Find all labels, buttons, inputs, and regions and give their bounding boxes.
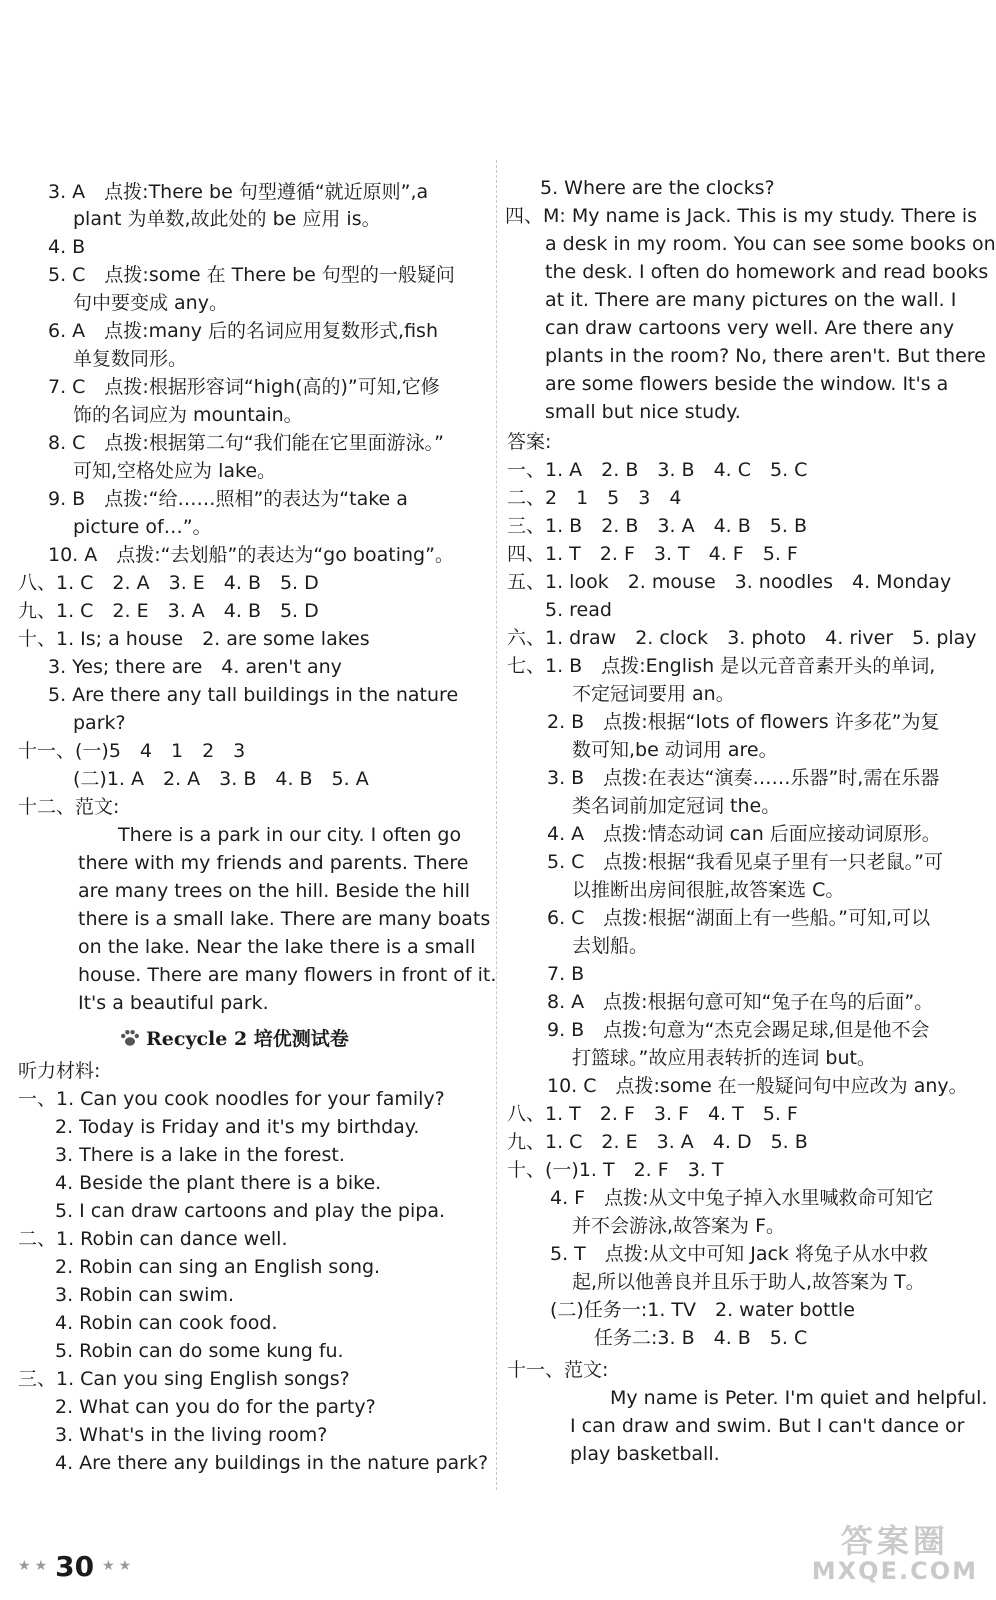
text-line: 5. C 点拨:根据“我看见桌子里有一只老鼠。”可 bbox=[547, 851, 944, 873]
text-line: small but nice study. bbox=[545, 401, 741, 423]
section-heading-text: Recycle 2 培优测试卷 bbox=[146, 1028, 349, 1050]
text-line: 9. B 点拨:句意为“杰克会踢足球,但是他不会 bbox=[547, 1019, 930, 1041]
page-number: 30 bbox=[55, 1549, 95, 1583]
text-line: there with my friends and parents. There bbox=[78, 852, 469, 874]
text-line: 3. What's in the living room? bbox=[55, 1424, 328, 1446]
text-line: 5. C 点拨:some 在 There be 句型的一般疑问 bbox=[48, 264, 455, 286]
text-line: 并不会游泳,故答案为 F。 bbox=[572, 1215, 786, 1237]
watermark-url: MXQE.COM bbox=[811, 1556, 978, 1585]
star-icon: ★ bbox=[118, 1558, 132, 1574]
text-line: play basketball. bbox=[570, 1443, 720, 1465]
text-line: 四、M: My name is Jack. This is my study. There is bbox=[505, 205, 978, 227]
text-line: (二)1. A 2. A 3. B 4. B 5. A bbox=[73, 768, 369, 790]
text-line: 十、(一)1. T 2. F 3. T bbox=[507, 1159, 724, 1181]
watermark-logo bbox=[811, 1522, 978, 1585]
paw-icon bbox=[120, 1027, 140, 1045]
text-line: There is a park in our city. I often go bbox=[118, 824, 462, 846]
star-icon: ★ bbox=[34, 1558, 48, 1574]
text-line: at it. There are many pictures on the wall. I bbox=[545, 289, 957, 311]
text-line: 十一、范文: bbox=[507, 1359, 609, 1381]
text-line: 3. A 点拨:There be 句型遵循“就近原则”,a bbox=[48, 181, 429, 203]
text-line: 打篮球。”故应用表转折的连词 but。 bbox=[572, 1047, 876, 1069]
text-line: 5. read bbox=[545, 599, 612, 621]
text-line: 8. A 点拨:根据句意可知“兔子在鸟的后面”。 bbox=[547, 991, 934, 1013]
text-line: picture of…”。 bbox=[73, 516, 212, 538]
text-line: 八、1. C 2. A 3. E 4. B 5. D bbox=[18, 572, 319, 594]
text-line: 6. A 点拨:many 后的名词应用复数形式,fish bbox=[48, 320, 438, 342]
text-line: 以推断出房间很脏,故答案选 C。 bbox=[572, 879, 845, 901]
text-line: house. There are many flowers in front of it. bbox=[78, 964, 497, 986]
text-line: 七、1. B 点拨:English 是以元音音素开头的单词, bbox=[507, 655, 936, 677]
text-line: 九、1. C 2. E 3. A 4. D 5. B bbox=[507, 1131, 808, 1153]
text-line: 四、1. T 2. F 3. T 4. F 5. F bbox=[507, 543, 798, 565]
text-line: 4. A 点拨:情态动词 can 后面应接动词原形。 bbox=[547, 823, 941, 845]
text-line: 一、1. A 2. B 3. B 4. C 5. C bbox=[507, 459, 808, 481]
text-line: 8. C 点拨:根据第二句“我们能在它里面游泳。” bbox=[48, 432, 445, 454]
text-line: are many trees on the hill. Beside the hill bbox=[78, 880, 471, 902]
star-icon: ★ bbox=[102, 1558, 115, 1574]
text-line: there is a small lake. There are many boats bbox=[78, 908, 491, 930]
text-line: the desk. I often do homework and read books bbox=[545, 261, 989, 283]
text-line: 单复数同形。 bbox=[73, 348, 188, 370]
text-line: 3. Yes; there are 4. aren't any bbox=[48, 656, 342, 678]
text-line: 九、1. C 2. E 3. A 4. B 5. D bbox=[18, 600, 319, 622]
text-line: My name is Peter. I'm quiet and helpful. bbox=[610, 1387, 988, 1409]
text-line: 5. Where are the clocks? bbox=[540, 177, 775, 199]
text-line: 起,所以他善良并且乐于助人,故答案为 T。 bbox=[572, 1271, 925, 1293]
text-line: on the lake. Near the lake there is a small bbox=[78, 936, 476, 958]
text-line: 7. B bbox=[547, 963, 585, 985]
text-line: 任务二:3. B 4. B 5. C bbox=[594, 1327, 808, 1349]
text-line: 2. What can you do for the party? bbox=[55, 1396, 376, 1418]
text-line: 2. Today is Friday and it's my birthday. bbox=[55, 1116, 420, 1138]
text-line: 句中要变成 any。 bbox=[73, 292, 228, 314]
text-line: 7. C 点拨:根据形容词“high(高的)”可知,它修 bbox=[48, 376, 440, 398]
text-line: 三、1. B 2. B 3. A 4. B 5. B bbox=[507, 515, 807, 537]
text-line: 答案: bbox=[507, 431, 552, 453]
text-line: 5. Robin can do some kung fu. bbox=[55, 1340, 344, 1362]
text-line: 二、2 1 5 3 4 bbox=[507, 487, 682, 509]
text-line: 6. C 点拨:根据“湖面上有一些船。”可知,可以 bbox=[547, 907, 931, 929]
text-line: (二)任务一:1. TV 2. water bottle bbox=[550, 1299, 855, 1321]
text-line: 类名词前加定冠词 the。 bbox=[572, 795, 781, 817]
text-line: park? bbox=[73, 712, 126, 734]
text-line: 听力材料: bbox=[18, 1060, 101, 1082]
text-line: 4. Beside the plant there is a bike. bbox=[55, 1172, 382, 1194]
text-line: 数可知,be 动词用 are。 bbox=[572, 739, 778, 761]
text-line: 不定冠词要用 an。 bbox=[572, 683, 735, 705]
text-line: 一、1. Can you cook noodles for your family? bbox=[18, 1088, 445, 1110]
text-line: can draw cartoons very well. Are there any bbox=[545, 317, 955, 339]
text-line: are some flowers beside the window. It's a bbox=[545, 373, 949, 395]
text-line: 十一、(一)5 4 1 2 3 bbox=[18, 740, 246, 762]
text-line: 9. B 点拨:“给……照相”的表达为“take a bbox=[48, 488, 408, 510]
watermark-title: 答案圈 bbox=[840, 1522, 949, 1560]
text-line: 3. There is a lake in the forest. bbox=[55, 1144, 345, 1166]
text-line: 5. Are there any tall buildings in the nature bbox=[48, 684, 459, 706]
column-divider bbox=[496, 160, 497, 1490]
text-line: 10. A 点拨:“去划船”的表达为“go boating”。 bbox=[48, 544, 454, 566]
text-line: 十、1. Is; a house 2. are some lakes bbox=[18, 628, 370, 650]
text-line: 三、1. Can you sing English songs? bbox=[18, 1368, 350, 1390]
text-line: 5. T 点拨:从文中可知 Jack 将兔子从水中救 bbox=[550, 1243, 928, 1265]
text-line: 六、1. draw 2. clock 3. photo 4. river 5. play bbox=[507, 627, 977, 649]
text-line: 去划船。 bbox=[572, 935, 649, 957]
text-line: 2. B 点拨:根据“lots of flowers 许多花”为复 bbox=[547, 711, 940, 733]
text-line: 可知,空格处应为 lake。 bbox=[73, 460, 277, 482]
text-line: 10. C 点拨:some 在一般疑问句中应改为 any。 bbox=[547, 1075, 968, 1097]
text-line: 十二、范文: bbox=[18, 796, 120, 818]
star-icon: ★ bbox=[18, 1558, 31, 1574]
page-footer bbox=[18, 1548, 131, 1584]
text-line: 5. I can draw cartoons and play the pipa. bbox=[55, 1200, 446, 1222]
text-line: I can draw and swim. But I can't dance or bbox=[570, 1415, 965, 1437]
text-line: 3. B 点拨:在表达“演奏……乐器”时,需在乐器 bbox=[547, 767, 940, 789]
text-line: 五、1. look 2. mouse 3. noodles 4. Monday bbox=[507, 571, 952, 593]
text-line: 4. B bbox=[48, 236, 86, 258]
text-line: 4. Robin can cook food. bbox=[55, 1312, 278, 1334]
text-line: 3. Robin can swim. bbox=[55, 1284, 234, 1306]
text-line: a desk in my room. You can see some books on bbox=[545, 233, 996, 255]
text-line: 八、1. T 2. F 3. F 4. T 5. F bbox=[507, 1103, 798, 1125]
text-line: 4. Are there any buildings in the nature park? bbox=[55, 1452, 489, 1474]
text-line: plants in the room? No, there aren't. But there bbox=[545, 345, 986, 367]
text-line: 4. F 点拨:从文中兔子掉入水里喊救命可知它 bbox=[550, 1187, 934, 1209]
text-line: 二、1. Robin can dance well. bbox=[18, 1228, 288, 1250]
text-line: 2. Robin can sing an English song. bbox=[55, 1256, 381, 1278]
text-line: 饰的名词应为 mountain。 bbox=[73, 404, 303, 426]
text-line: It's a beautiful park. bbox=[78, 992, 269, 1014]
section-heading bbox=[120, 1025, 349, 1053]
text-line: plant 为单数,故此处的 be 应用 is。 bbox=[73, 208, 381, 230]
